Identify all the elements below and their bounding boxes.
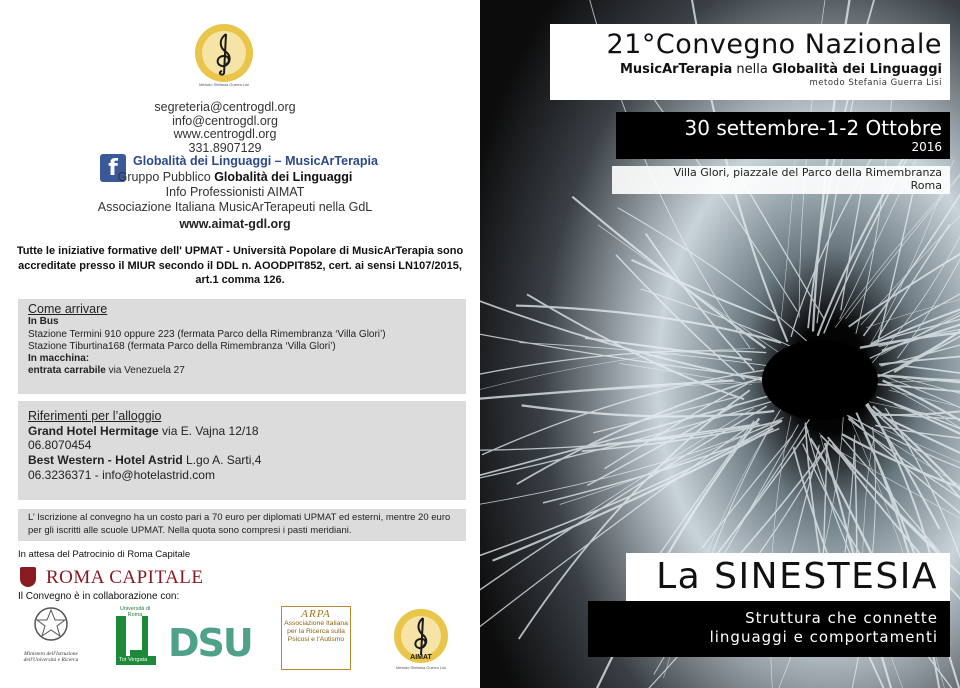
email-info-link[interactable]: info@centrogdl.org [172,113,278,128]
tor-vergata-university: Università di Roma [119,606,151,618]
hotel-2-name: Best Western - Hotel Astrid [28,453,183,468]
ministry-name: Ministero dell'Istruzione dell'Università e Ricerca [23,651,79,663]
facebook-icon: f [100,154,126,182]
tor-vergata-logo [112,606,158,668]
lodging-box [18,401,466,500]
car-entrance-label: entrata carrabile [28,365,106,377]
patronage-note: In attesa del Patrocinio di Roma Capitale [18,549,191,560]
treble-clef-emblem-icon [193,22,255,84]
aimat-label: AIMAT [410,654,432,661]
aimat-caption: Metodo Stefania Guerra Lisi [396,665,446,670]
logo-caption: Metodo Stefania Guerra Lisi [199,82,249,87]
right-panel-cover [480,0,960,688]
association-name: Associazione Italiana MusicArTerapeuti nella GdL [97,200,373,214]
conference-title-box [550,24,950,100]
vortex-center [762,340,878,420]
hotel-1-phone: 06.8070454 [28,438,92,453]
theme-subtitle-line-2: linguaggi e comportamenti [709,628,938,646]
bus-line-2: Stazione Tiburtina168 (fermata Parco della Rimembranza ‘Villa Glori’) [28,340,336,352]
accreditation-note: Tutte le iniziative formative dell' UPMAT - Università Popolare di MusicArTerapia sono accreditate presso il MIUR secondo il DDL n. AOODPIT852, cert. ai sensi LN107/2015, art.1 comma 126. [16,245,464,286]
venue-city: Roma [910,179,942,192]
directions-box [18,299,466,394]
theme-title: La SINESTESIA [656,556,938,597]
theme-box [626,553,950,601]
car-entrance-address: via Venezuela 27 [105,365,185,377]
method-name: metodo Stefania Guerra Lisi [809,78,942,88]
car-entrance [28,365,456,377]
subtitle-connector: nella [732,62,772,77]
dates-box [616,112,950,159]
globalita-logo [193,22,255,87]
collaboration-note: Il Convegno è in collaborazione con: [18,591,180,602]
social-info [0,170,470,215]
group-name: Globalità dei Linguaggi [214,170,353,184]
aimat-logo [392,607,450,673]
arpa-title: ARPA [301,608,331,620]
group-prefix: Gruppo Pubblico [117,170,215,184]
facebook-page-title: Globalità dei Linguaggi – MusicArTerapia [133,154,378,168]
info-professionals: Info Professionisti AIMAT [165,185,305,199]
conference-title: 21°Convegno Nazionale [606,29,942,60]
theme-subtitle-box [588,601,950,657]
conference-dates: 30 settembre-1-2 Ottobre [684,116,942,140]
website-link[interactable]: www.centrogdl.org [173,127,277,141]
hotel-2-address: L.go A. Sarti,4 [182,453,262,468]
hotel-1-name: Grand Hotel Hermitage [28,423,159,438]
hotel-1-address: via E. Vajna 12/18 [158,423,259,438]
conference-year: 2016 [911,140,942,154]
bus-line-1: Stazione Termini 910 oppure 223 (fermata Parco della Rimembranza ‘Villa Glori’) [28,328,386,340]
lodging-heading: Riferimenti per l’alloggio [28,409,162,423]
roma-capitale-text: ROMA CAPITALE [46,567,204,588]
email-secretary-link[interactable]: segreteria@centrogdl.org [154,100,296,114]
ministry-logo [22,604,80,672]
arpa-description: Associazione Italiana per la Ricerca sulla Psicosi e l'Autismo [284,620,348,643]
conference-subtitle [550,62,942,78]
contact-list [0,101,450,155]
hotel-2-contact: 06.3236371 - info@hotelastrid.com [28,467,215,482]
dsu-logo: DSU [168,621,252,665]
directions-heading: Come arrivare [28,302,108,316]
bus-label: In Bus [28,316,59,328]
tor-vergata-bar-icon [116,616,126,656]
public-group [0,170,470,185]
hotel-1 [28,424,456,439]
car-label: In macchina: [28,353,90,365]
theme-subtitle-line-1: Struttura che connette [745,609,938,627]
republic-emblem-icon [31,604,71,644]
hotel-2 [28,453,456,468]
aimat-website-link[interactable]: www.aimat-gdl.org [179,217,291,231]
phone-number: 331.8907129 [188,140,262,155]
venue-address: Villa Glori, piazzale del Parco della Rimembranza [673,166,942,179]
tor-vergata-u-icon [130,616,148,656]
venue-box [612,166,950,194]
subtitle-globalita: Globalità dei Linguaggi [771,62,942,77]
arpa-logo [281,606,351,670]
roma-shield-icon [20,567,36,587]
fee-note: L’ Iscrizione al convegno ha un costo pari a 70 euro per diplomati UPMAT ed esterni, mentre 20 euro per gli iscritti alle scuole UPMAT. Nella quota sono compresi i pasti meridiani. [18,509,466,541]
aimat-emblem-icon [392,607,450,665]
subtitle-musicarterapia: MusicArTerapia [619,62,733,77]
tor-vergata-label: Tor Vergata [116,656,156,665]
